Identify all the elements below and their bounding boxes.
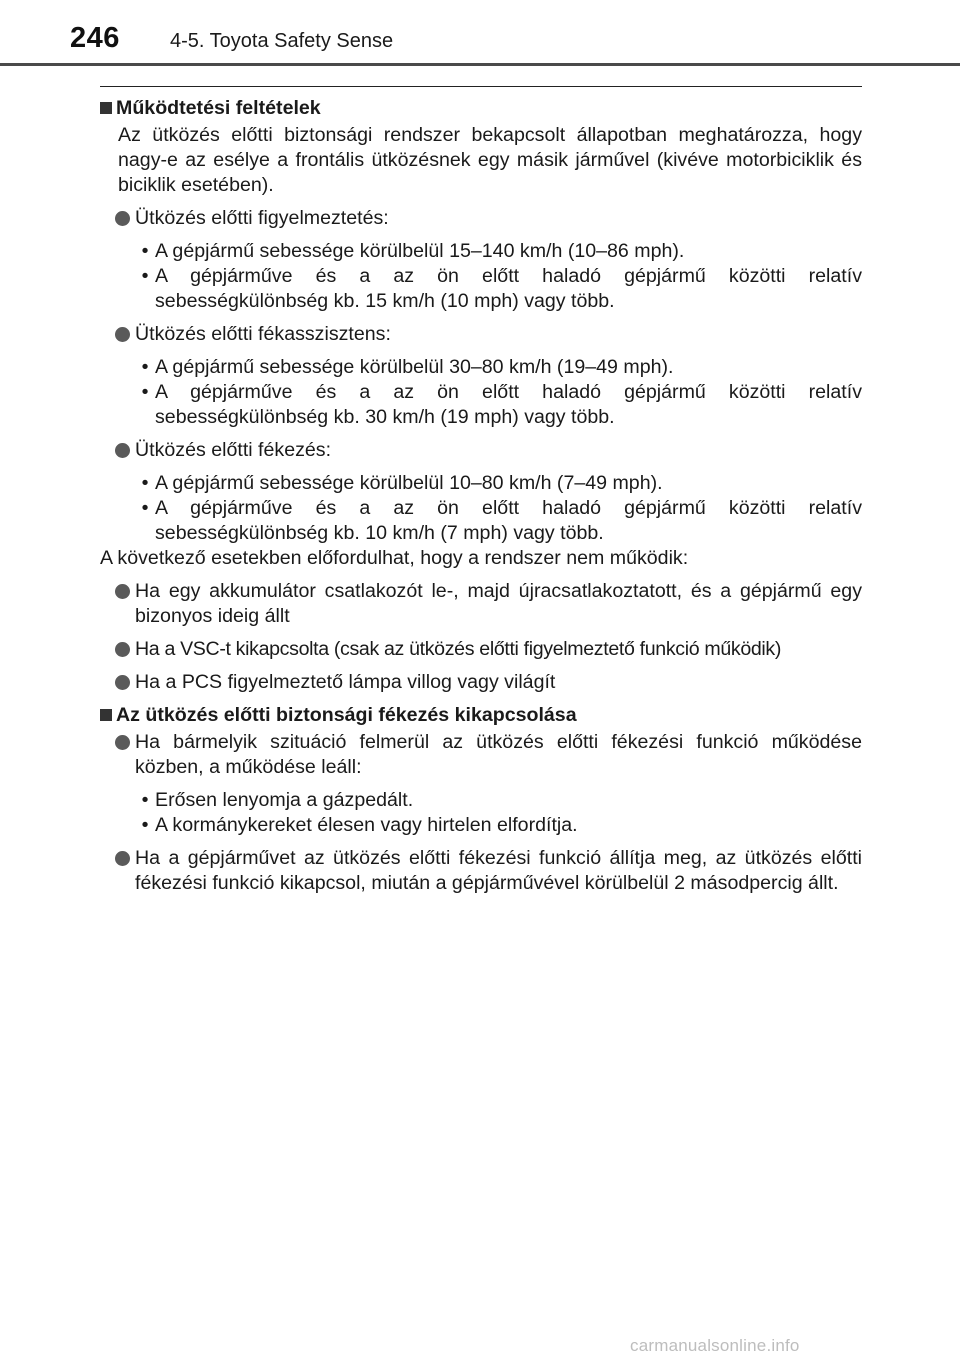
circle-bullet-icon — [115, 584, 130, 599]
not-working-intro: A következő esetekben előfordulhat, hogy a rendszer nem működik: — [100, 547, 689, 569]
section-title: 4-5. Toyota Safety Sense — [170, 30, 394, 52]
square-icon — [100, 102, 112, 114]
square-icon — [100, 709, 112, 721]
sub-item: • Erősen lenyomja a gázpedált. — [141, 789, 414, 811]
list-item — [100, 730, 862, 780]
page-number: 246 — [70, 22, 120, 54]
list-item — [100, 670, 862, 695]
sub-item: • A gépjárműve és a az ön előtt haladó gépjármű közötti relatív sebességkülönbség kb. 15 km/h (10 mph) vagy több. — [141, 265, 862, 312]
sub-item: • A gépjármű sebessége körülbelül 10–80 km/h (7–49 mph). — [141, 472, 663, 494]
list-item — [100, 579, 862, 629]
section-heading-disable-braking — [100, 703, 862, 728]
list-item-label: Ha a gépjárművet az ütközés előtti fékezési funkció állítja meg, az ütközés előtti fékezési funkció kikapcsol, miután a gépjárművével körülbelül 2 másodpercig állt. — [135, 847, 862, 894]
list-item-label: Ütközés előtti fékezés: — [135, 439, 332, 461]
list-item — [100, 846, 862, 896]
sub-item: • A gépjárműve és a az ön előtt haladó gépjármű közötti relatív sebességkülönbség kb. 30 km/h (19 mph) vagy több. — [141, 381, 862, 428]
sub-item: • A gépjármű sebessége körülbelül 30–80 km/h (19–49 mph). — [141, 356, 674, 378]
bullet-mark: • — [141, 789, 149, 811]
list-item-label: Ha egy akkumulátor csatlakozót le-, majd újracsatlakoztatott, és a gépjármű egy bizonyos ideig állt — [135, 580, 862, 627]
circle-bullet-icon — [115, 675, 130, 690]
list-item-label: Ha a VSC-t kikapcsolta (csak az ütközés előtti figyelmeztető funkció működik) — [135, 638, 782, 660]
heading-text: Az ütközés előtti biztonsági fékezés kikapcsolása — [116, 704, 577, 726]
circle-bullet-icon — [115, 735, 130, 750]
page-content — [100, 96, 862, 904]
circle-bullet-icon — [115, 642, 130, 657]
circle-bullet-icon — [115, 211, 130, 226]
intro-paragraph: Az ütközés előtti biztonsági rendszer bekapcsolt állapotban meghatározza, hogy nagy-e az esélye a frontális ütközésnek egy másik járművel (kivéve motorbiciklik és biciklik esetében). — [118, 124, 862, 196]
list-item-label: Ha a PCS figyelmeztető lámpa villog vagy világít — [135, 671, 556, 693]
sub-list — [100, 355, 862, 430]
sub-item: • A gépjármű sebessége körülbelül 15–140 km/h (10–86 mph). — [141, 240, 685, 262]
circle-bullet-icon — [115, 851, 130, 866]
bullet-mark: • — [141, 240, 149, 262]
bullet-mark: • — [141, 497, 149, 519]
heading-text: Működtetési feltételek — [116, 97, 321, 119]
watermark: carmanualsonline.info — [630, 1336, 800, 1355]
bullet-mark: • — [141, 265, 149, 287]
list-item — [100, 438, 862, 463]
bullet-mark: • — [141, 356, 149, 378]
list-item — [100, 322, 862, 347]
header-divider — [0, 63, 960, 66]
sub-list — [100, 471, 862, 546]
list-item-label: Ha bármelyik szituáció felmerül az ütközés előtti fékezési funkció működése közben, a működése leáll: — [135, 731, 862, 778]
circle-bullet-icon — [115, 327, 130, 342]
page-header — [0, 0, 960, 66]
list-item — [100, 206, 862, 231]
bullet-mark: • — [141, 381, 149, 403]
sub-list — [100, 788, 862, 838]
sub-list — [100, 239, 862, 314]
sub-item: • A gépjárműve és a az ön előtt haladó gépjármű közötti relatív sebességkülönbség kb. 10 km/h (7 mph) vagy több. — [141, 497, 862, 544]
list-item-label: Ütközés előtti fékasszisztens: — [135, 323, 391, 345]
list-item — [100, 637, 862, 662]
list-item-label: Ütközés előtti figyelmeztetés: — [135, 207, 389, 229]
bullet-mark: • — [141, 472, 149, 494]
circle-bullet-icon — [115, 443, 130, 458]
sub-item: • A kormánykereket élesen vagy hirtelen elfordítja. — [141, 814, 578, 836]
content-top-divider — [100, 86, 862, 87]
section-heading-operating-conditions — [100, 96, 862, 121]
bullet-mark: • — [141, 814, 149, 836]
